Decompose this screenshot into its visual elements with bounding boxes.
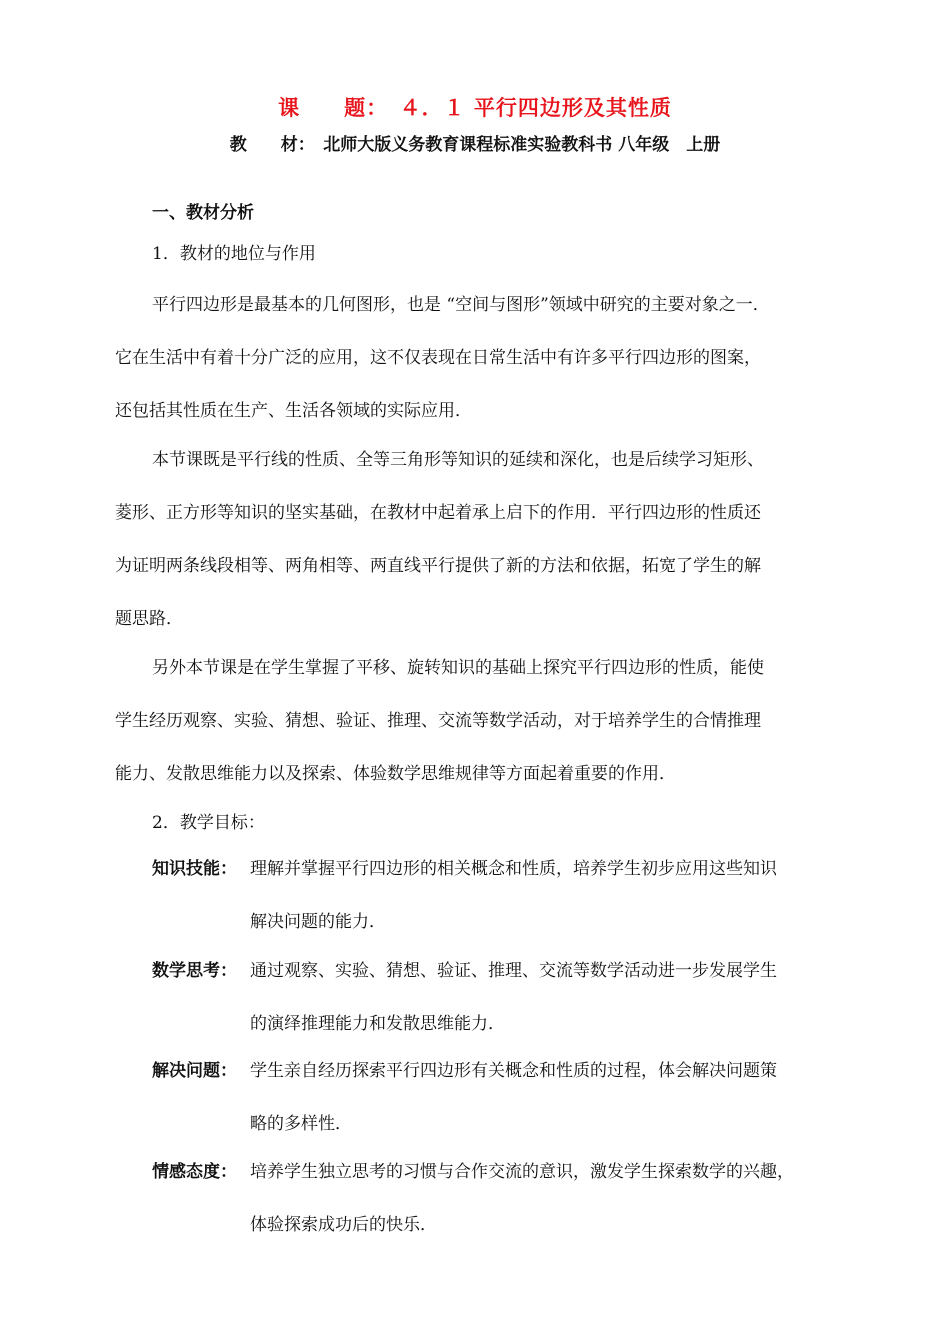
paragraph-line: 还包括其性质在生产、生活各领域的实际应用． [115,401,472,421]
paragraph-line: 平行四边形是最基本的几何图形，也是 “空间与图形”领域中研究的主要对象之一． [152,295,770,315]
objective-text: 体验探索成功后的快乐． [250,1215,437,1235]
paragraph-line: 学生经历观察、实验、猜想、验证、推理、交流等数学活动，对于培养学生的合情推理 [115,711,761,731]
document-title: 课 题： ４．１ 平行四边形及其性质 [278,96,672,120]
paragraph-line: 另外本节课是在学生掌握了平移、旋转知识的基础上探究平行四边形的性质，能使 [152,658,764,678]
objective-text: 的演绎推理能力和发散思维能力． [250,1014,505,1034]
document-subtitle: 教 材： 北师大版义务教育课程标准实验教科书 八年级 上册 [229,135,721,155]
subsection-heading: 2．教学目标： [152,813,265,833]
paragraph-line: 菱形、正方形等知识的坚实基础，在教材中起着承上启下的作用．平行四边形的性质还 [115,503,761,523]
objective-text: 培养学生独立思考的习惯与合作交流的意识，激发学生探索数学的兴趣， [250,1162,794,1182]
objective-text: 解决问题的能力． [250,912,386,932]
objective-label: 情感态度： [152,1162,237,1182]
objective-text: 学生亲自经历探索平行四边形有关概念和性质的过程，体会解决问题策 [250,1061,777,1081]
paragraph-line: 它在生活中有着十分广泛的应用，这不仅表现在日常生活中有许多平行四边形的图案， [115,348,761,368]
objective-text: 略的多样性． [250,1114,352,1134]
paragraph-line: 本节课既是平行线的性质、全等三角形等知识的延续和深化，也是后续学习矩形、 [152,450,764,470]
section-heading: 一、教材分析 [152,203,254,223]
objective-label: 数学思考： [152,961,237,981]
objective-label: 解决问题： [152,1061,237,1081]
objective-text: 理解并掌握平行四边形的相关概念和性质，培养学生初步应用这些知识 [250,859,777,879]
objective-text: 通过观察、实验、猜想、验证、推理、交流等数学活动进一步发展学生 [250,961,777,981]
paragraph-line: 题思路． [115,609,183,629]
paragraph-line: 为证明两条线段相等、两角相等、两直线平行提供了新的方法和依据，拓宽了学生的解 [115,556,761,576]
paragraph-line: 能力、发散思维能力以及探索、体验数学思维规律等方面起着重要的作用． [115,764,676,784]
subsection-heading: 1．教材的地位与作用 [152,244,316,264]
objective-label: 知识技能： [152,859,237,879]
